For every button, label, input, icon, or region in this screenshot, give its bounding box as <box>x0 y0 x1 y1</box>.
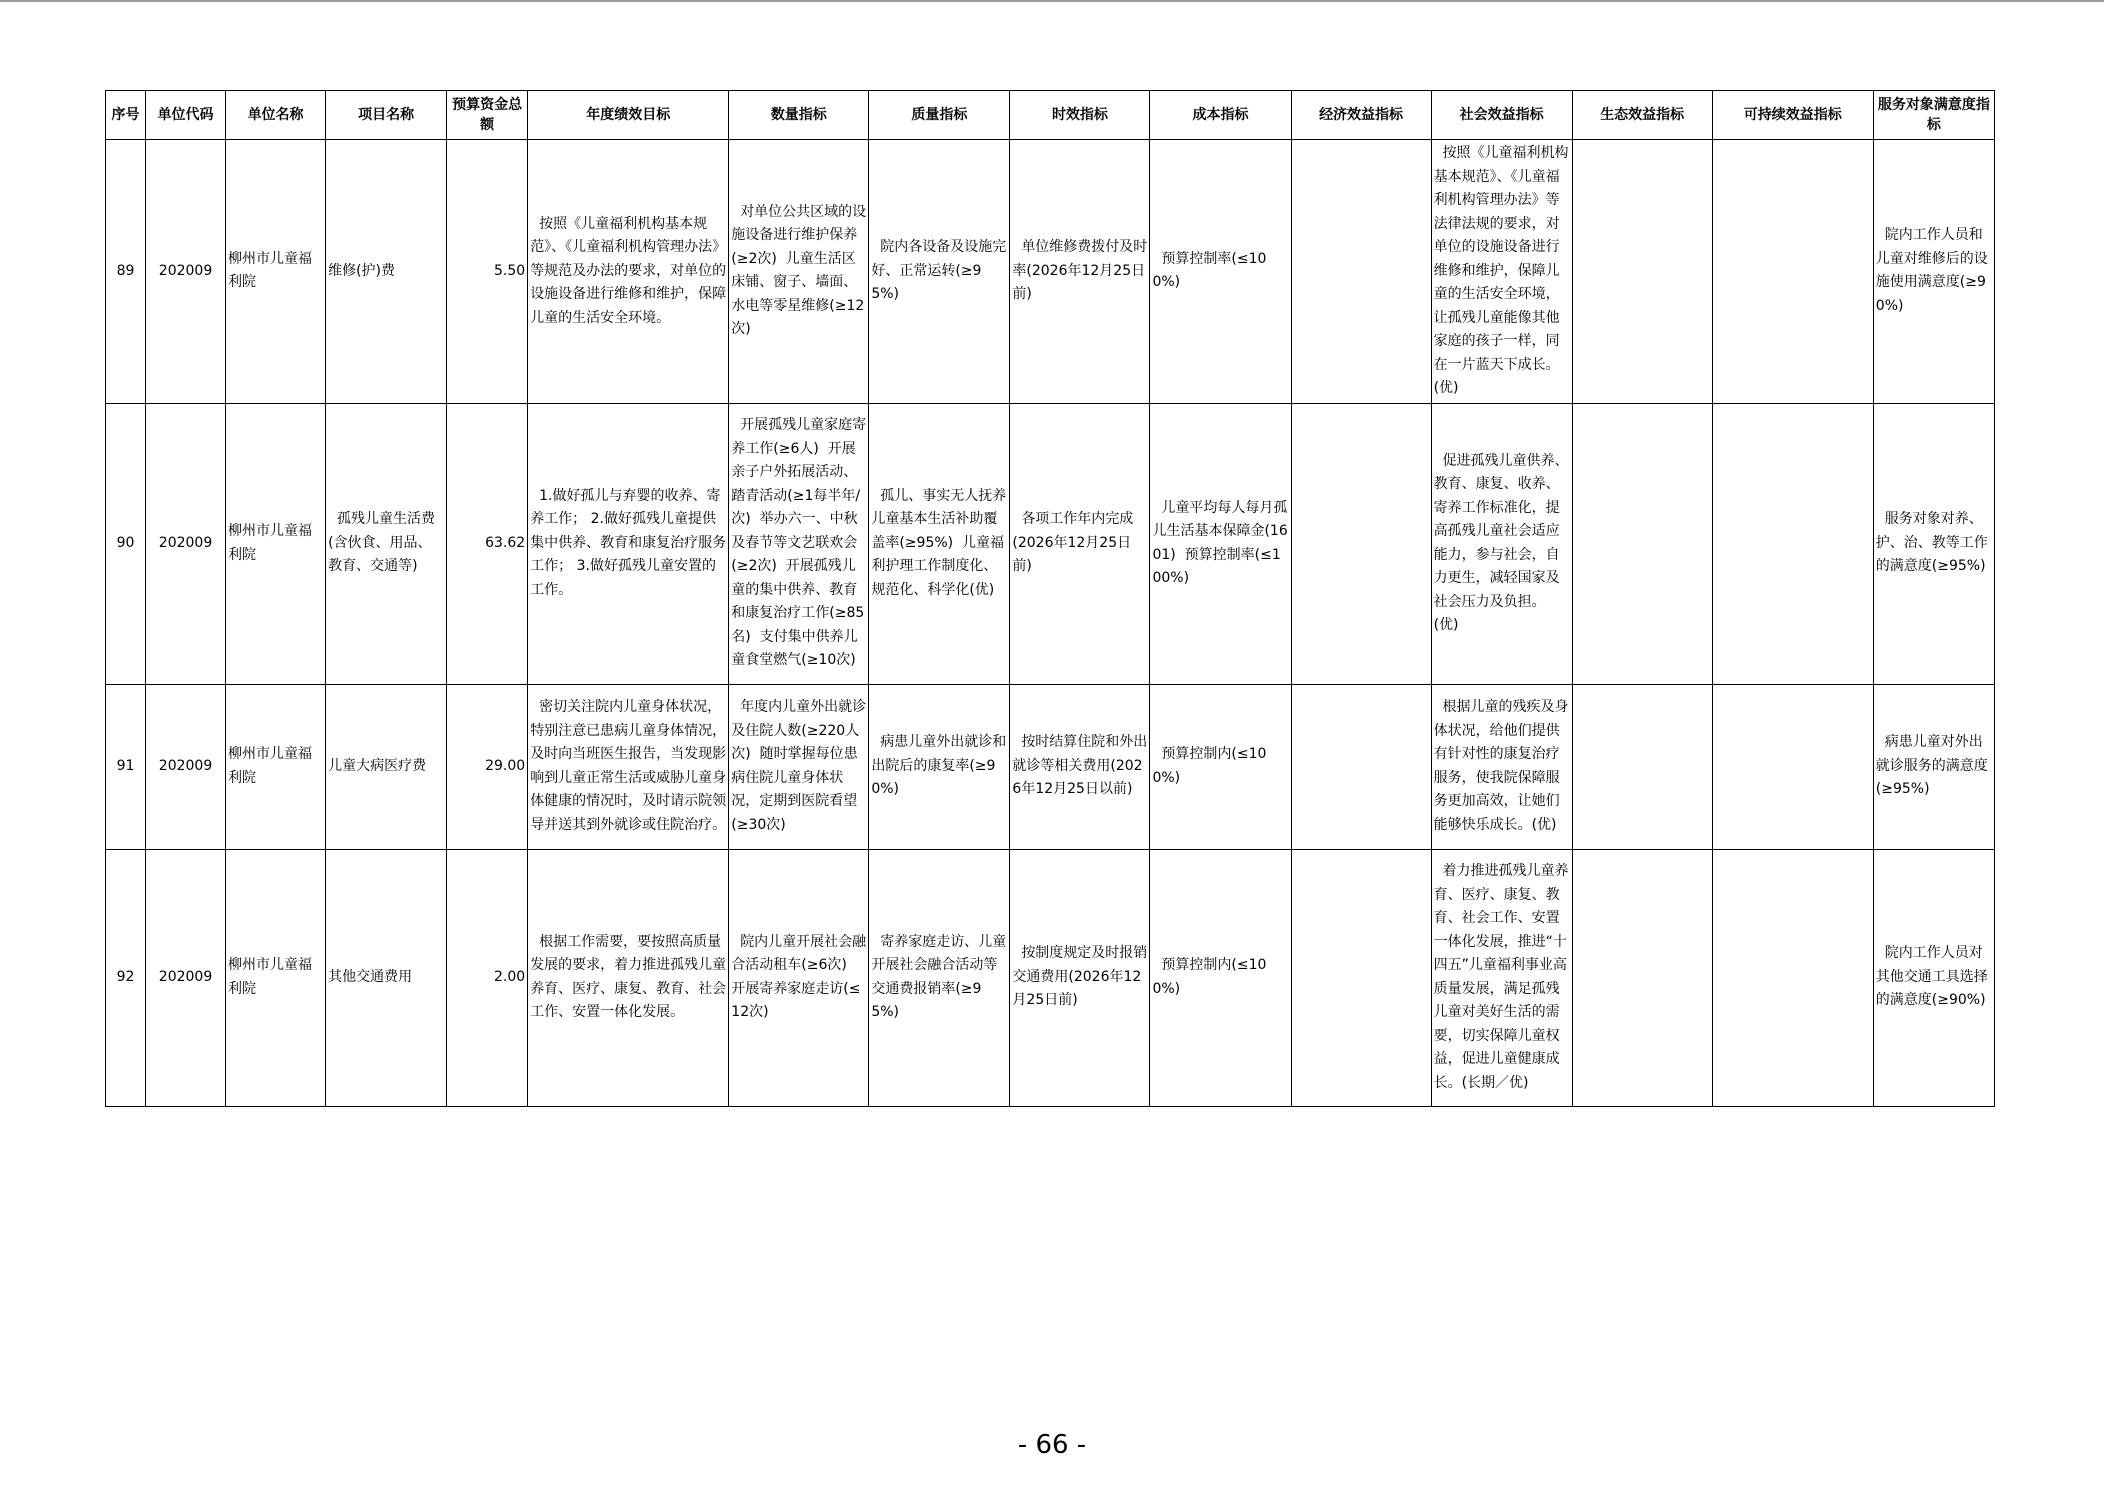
cell-sustainable <box>1712 684 1873 849</box>
cell-economic <box>1291 403 1431 684</box>
cell-social: 促进孤残儿童供养、教育、康复、收养、寄养工作标准化，提高孤残儿童社会适应能力，参与社会，自力更生，减轻国家及社会压力及负担。(优) <box>1431 403 1572 684</box>
header-cell: 可持续效益指标 <box>1712 91 1873 140</box>
cell-unit-name: 柳州市儿童福利院 <box>226 849 326 1106</box>
table-row <box>106 849 1995 1106</box>
cell-satisfaction: 服务对象对养、护、治、教等工作的满意度(≥95%) <box>1873 403 1994 684</box>
cell-unit-code: 202009 <box>146 849 226 1106</box>
cell-unit-name: 柳州市儿童福利院 <box>226 140 326 404</box>
cell-economic <box>1291 140 1431 404</box>
table-row <box>106 684 1995 849</box>
table-row <box>106 140 1995 404</box>
header-cell: 序号 <box>106 91 146 140</box>
cell-quantity: 院内儿童开展社会融合活动租车(≥6次) 开展寄养家庭走访(≤12次) <box>729 849 869 1106</box>
cell-timeliness: 各项工作年内完成(2026年12月25日前) <box>1010 403 1150 684</box>
header-cell: 生态效益指标 <box>1572 91 1712 140</box>
header-cell: 成本指标 <box>1150 91 1291 140</box>
page-number: - 66 - <box>1017 1430 1087 1460</box>
cell-no: 91 <box>106 684 146 849</box>
cell-project-name: 儿童大病医疗费 <box>326 684 447 849</box>
cell-project-name: 其他交通费用 <box>326 849 447 1106</box>
cell-satisfaction: 院内工作人员和儿童对维修后的设施使用满意度(≥90%) <box>1873 140 1994 404</box>
cell-satisfaction: 病患儿童对外出就诊服务的满意度(≥95%) <box>1873 684 1994 849</box>
cell-annual-goal: 根据工作需要，要按照高质量发展的要求，着力推进孤残儿童养育、医疗、康复、教育、社会工作、安置一体化发展。 <box>528 849 729 1106</box>
cell-annual-goal: 1.做好孤儿与弃婴的收养、寄养工作； 2.做好孤残儿童提供集中供养、教育和康复治疗服务工作； 3.做好孤残儿童安置的工作。 <box>528 403 729 684</box>
cell-timeliness: 按制度规定及时报销交通费用(2026年12月25日前) <box>1010 849 1150 1106</box>
table-row <box>106 403 1995 684</box>
cell-social: 按照《儿童福利机构基本规范》、《儿童福利机构管理办法》等法律法规的要求，对单位的设施设备进行维修和维护，保障儿童的生活安全环境，让孤残儿童能像其他家庭的孩子一样，同在一片蓝天下成长。(优) <box>1431 140 1572 404</box>
cell-no: 89 <box>106 140 146 404</box>
cell-unit-name: 柳州市儿童福利院 <box>226 684 326 849</box>
cell-annual-goal: 密切关注院内儿童身体状况，特别注意已患病儿童身体情况，及时向当班医生报告，当发现影响到儿童正常生活或威胁儿童身体健康的情况时，及时请示院领导并送其到外就诊或住院治疗。 <box>528 684 729 849</box>
cell-satisfaction: 院内工作人员对其他交通工具选择的满意度(≥90%) <box>1873 849 1994 1106</box>
cell-sustainable <box>1712 403 1873 684</box>
header-cell: 数量指标 <box>729 91 869 140</box>
cell-social: 着力推进孤残儿童养育、医疗、康复、教育、社会工作、安置一体化发展，推进“十四五”儿童福利事业高质量发展，满足孤残儿童对美好生活的需要，切实保障儿童权益，促进儿童健康成长。(长期／优) <box>1431 849 1572 1106</box>
header-cell: 经济效益指标 <box>1291 91 1431 140</box>
cell-sustainable <box>1712 849 1873 1106</box>
cell-ecological <box>1572 684 1712 849</box>
cell-unit-code: 202009 <box>146 684 226 849</box>
page-top-border <box>0 0 2104 2</box>
cell-quantity: 年度内儿童外出就诊及住院人数(≥220人次) 随时掌握每位患病住院儿童身体状况，定期到医院看望(≥30次) <box>729 684 869 849</box>
header-cell: 预算资金总额 <box>447 91 528 140</box>
header-cell: 时效指标 <box>1010 91 1150 140</box>
cell-economic <box>1291 684 1431 849</box>
cell-unit-code: 202009 <box>146 403 226 684</box>
cell-no: 92 <box>106 849 146 1106</box>
cell-quantity: 开展孤残儿童家庭寄养工作(≥6人) 开展亲子户外拓展活动、踏青活动(≥1每半年/次) 举办六一、中秋及春节等文艺联欢会(≥2次) 开展孤残儿童的集中供养、教育和康复治疗工作(≥85名) 支付集中供养儿童食堂燃气(≥10次) <box>729 403 869 684</box>
cell-timeliness: 单位维修费拨付及时率(2026年12月25日前) <box>1010 140 1150 404</box>
cell-project-name: 维修(护)费 <box>326 140 447 404</box>
header-cell: 单位名称 <box>226 91 326 140</box>
cell-cost: 预算控制内(≤100%) <box>1150 849 1291 1106</box>
cell-ecological <box>1572 403 1712 684</box>
cell-quantity: 对单位公共区域的设施设备进行维护保养(≥2次) 儿童生活区床铺、窗子、墙面、水电等零星维修(≥12次) <box>729 140 869 404</box>
cell-quality: 院内各设备及设施完好、正常运转(≥95%) <box>869 140 1010 404</box>
cell-timeliness: 按时结算住院和外出就诊等相关费用(2026年12月25日以前) <box>1010 684 1150 849</box>
cell-unit-code: 202009 <box>146 140 226 404</box>
cell-budget: 29.00 <box>447 684 528 849</box>
cell-no: 90 <box>106 403 146 684</box>
cell-social: 根据儿童的残疾及身体状况，给他们提供有针对性的康复治疗服务，使我院保障服务更加高效，让她们能够快乐成长。(优) <box>1431 684 1572 849</box>
header-cell: 质量指标 <box>869 91 1010 140</box>
cell-project-name: 孤残儿童生活费(含伙食、用品、教育、交通等) <box>326 403 447 684</box>
cell-economic <box>1291 849 1431 1106</box>
cell-budget: 5.50 <box>447 140 528 404</box>
cell-quality: 寄养家庭走访、儿童开展社会融合活动等交通费报销率(≥95%) <box>869 849 1010 1106</box>
cell-ecological <box>1572 140 1712 404</box>
table-header-row <box>106 91 1995 140</box>
cell-ecological <box>1572 849 1712 1106</box>
cell-sustainable <box>1712 140 1873 404</box>
cell-budget: 2.00 <box>447 849 528 1106</box>
cell-quality: 病患儿童外出就诊和出院后的康复率(≥90%) <box>869 684 1010 849</box>
cell-budget: 63.62 <box>447 403 528 684</box>
cell-cost: 预算控制率(≤100%) <box>1150 140 1291 404</box>
performance-table <box>105 90 1995 1107</box>
cell-cost: 儿童平均每人每月孤儿生活基本保障金(1601) 预算控制率(≤100%) <box>1150 403 1291 684</box>
header-cell: 单位代码 <box>146 91 226 140</box>
cell-quality: 孤儿、事实无人抚养儿童基本生活补助覆盖率(≥95%) 儿童福利护理工作制度化、规范化、科学化(优) <box>869 403 1010 684</box>
cell-annual-goal: 按照《儿童福利机构基本规范》、《儿童福利机构管理办法》等规范及办法的要求，对单位的设施设备进行维修和维护，保障儿童的生活安全环境。 <box>528 140 729 404</box>
header-cell: 社会效益指标 <box>1431 91 1572 140</box>
header-cell: 项目名称 <box>326 91 447 140</box>
header-cell: 服务对象满意度指标 <box>1873 91 1994 140</box>
header-cell: 年度绩效目标 <box>528 91 729 140</box>
cell-cost: 预算控制内(≤100%) <box>1150 684 1291 849</box>
cell-unit-name: 柳州市儿童福利院 <box>226 403 326 684</box>
